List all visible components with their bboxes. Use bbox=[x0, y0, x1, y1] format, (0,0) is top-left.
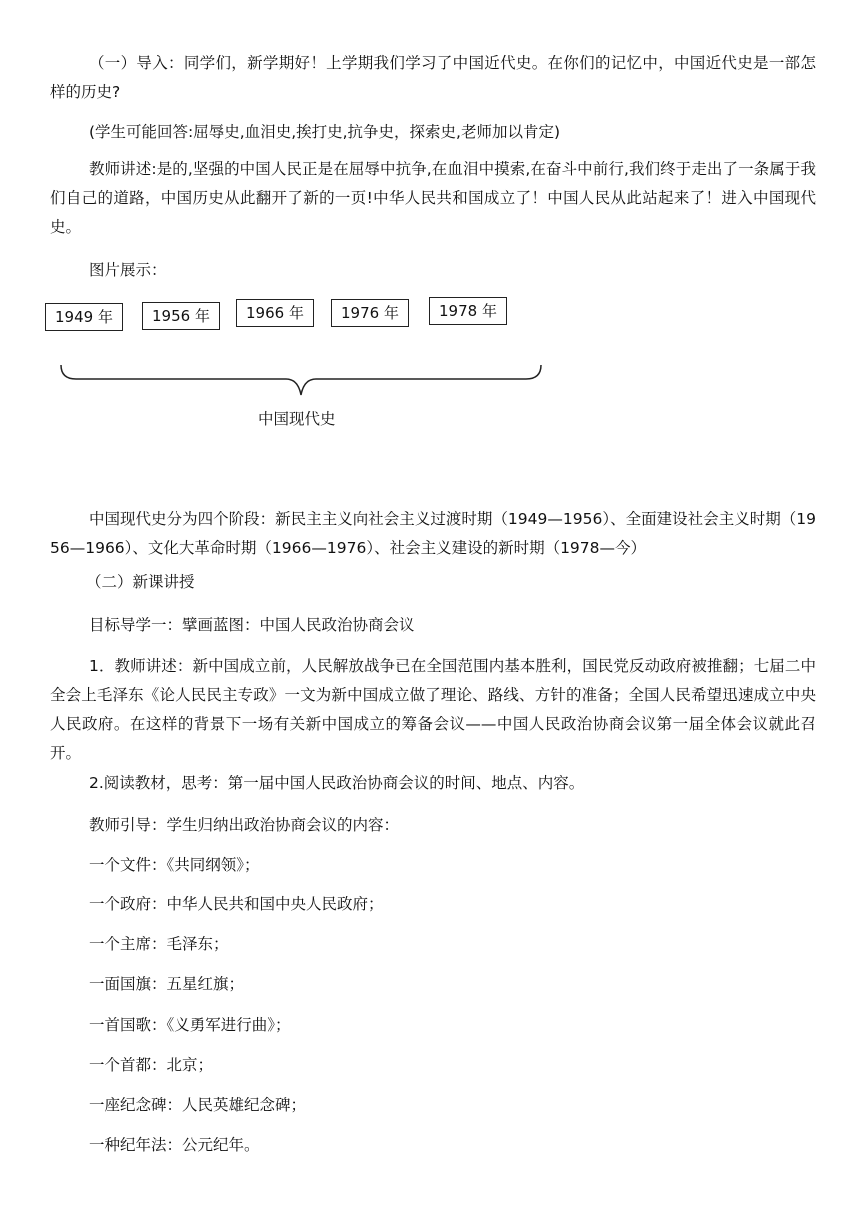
goal-heading: 目标导学一：擘画蓝图：中国人民政治协商会议 bbox=[89, 616, 415, 634]
figure-label: 图片展示： bbox=[89, 261, 167, 279]
list-item: 一个文件：《共同纲领》； bbox=[89, 856, 260, 874]
stages-paragraph: 中国现代史分为四个阶段：新民主主义向社会主义过渡时期（1949—1956）、全面建设社会主义时期（1956—1966）、文化大革命时期（1966—1976）、社会主义建设的新时期（1978—今） bbox=[50, 510, 816, 557]
year-box-1976: 1976 年 bbox=[331, 299, 409, 327]
year-box-1978: 1978 年 bbox=[429, 297, 507, 325]
teacher-narration-item-1: 1．教师讲述：新中国成立前，人民解放战争已在全国范围内基本胜利，国民党反动政府被推翻；七届二中全会上毛泽东《论人民民主专政》一文为新中国成立做了理论、路线、方针的准备；全国人民希望迅速成立中央人民政府。在这样的背景下一场有关新中国成立的筹备会议——中国人民政治协商会议第一届全体会议就此召开。 bbox=[50, 657, 816, 762]
lesson-heading: （二）新课讲授 bbox=[86, 573, 195, 591]
year-box-1966: 1966 年 bbox=[236, 299, 314, 327]
intro-paragraph: （一）导入：同学们，新学期好！上学期我们学习了中国近代史。在你们的记忆中，中国近代史是一部怎样的历史? bbox=[50, 54, 816, 101]
list-item: 一面国旗：五星红旗； bbox=[89, 975, 245, 993]
brace-label: 中国现代史 bbox=[258, 410, 336, 428]
list-item: 一个政府：中华人民共和国中央人民政府； bbox=[89, 895, 384, 913]
teacher-guide-line: 教师引导：学生归纳出政治协商会议的内容： bbox=[89, 816, 400, 834]
list-item: 一首国歌：《义勇军进行曲》； bbox=[89, 1016, 291, 1034]
list-item: 一座纪念碑：人民英雄纪念碑； bbox=[89, 1096, 307, 1114]
student-answer-paragraph: (学生可能回答:屈辱史,血泪史,挨打史,抗争史，探索史,老师加以肯定) bbox=[89, 123, 561, 141]
curly-brace-icon bbox=[58, 362, 544, 402]
reading-task-item-2: 2.阅读教材，思考：第一届中国人民政治协商会议的时间、地点、内容。 bbox=[89, 774, 585, 792]
year-box-1956: 1956 年 bbox=[142, 302, 220, 330]
list-item: 一个首都：北京； bbox=[89, 1056, 214, 1074]
teacher-narration-paragraph: 教师讲述:是的,坚强的中国人民正是在屈辱中抗争,在血泪中摸索,在奋斗中前行,我们终于走出了一条属于我们自己的道路，中国历史从此翻开了新的一页!中华人民共和国成立了！中国人民从此站起来了！进入中国现代史。 bbox=[50, 160, 816, 236]
list-item: 一种纪年法：公元纪年。 bbox=[89, 1136, 260, 1154]
list-item: 一个主席：毛泽东； bbox=[89, 935, 229, 953]
year-box-1949: 1949 年 bbox=[45, 303, 123, 331]
